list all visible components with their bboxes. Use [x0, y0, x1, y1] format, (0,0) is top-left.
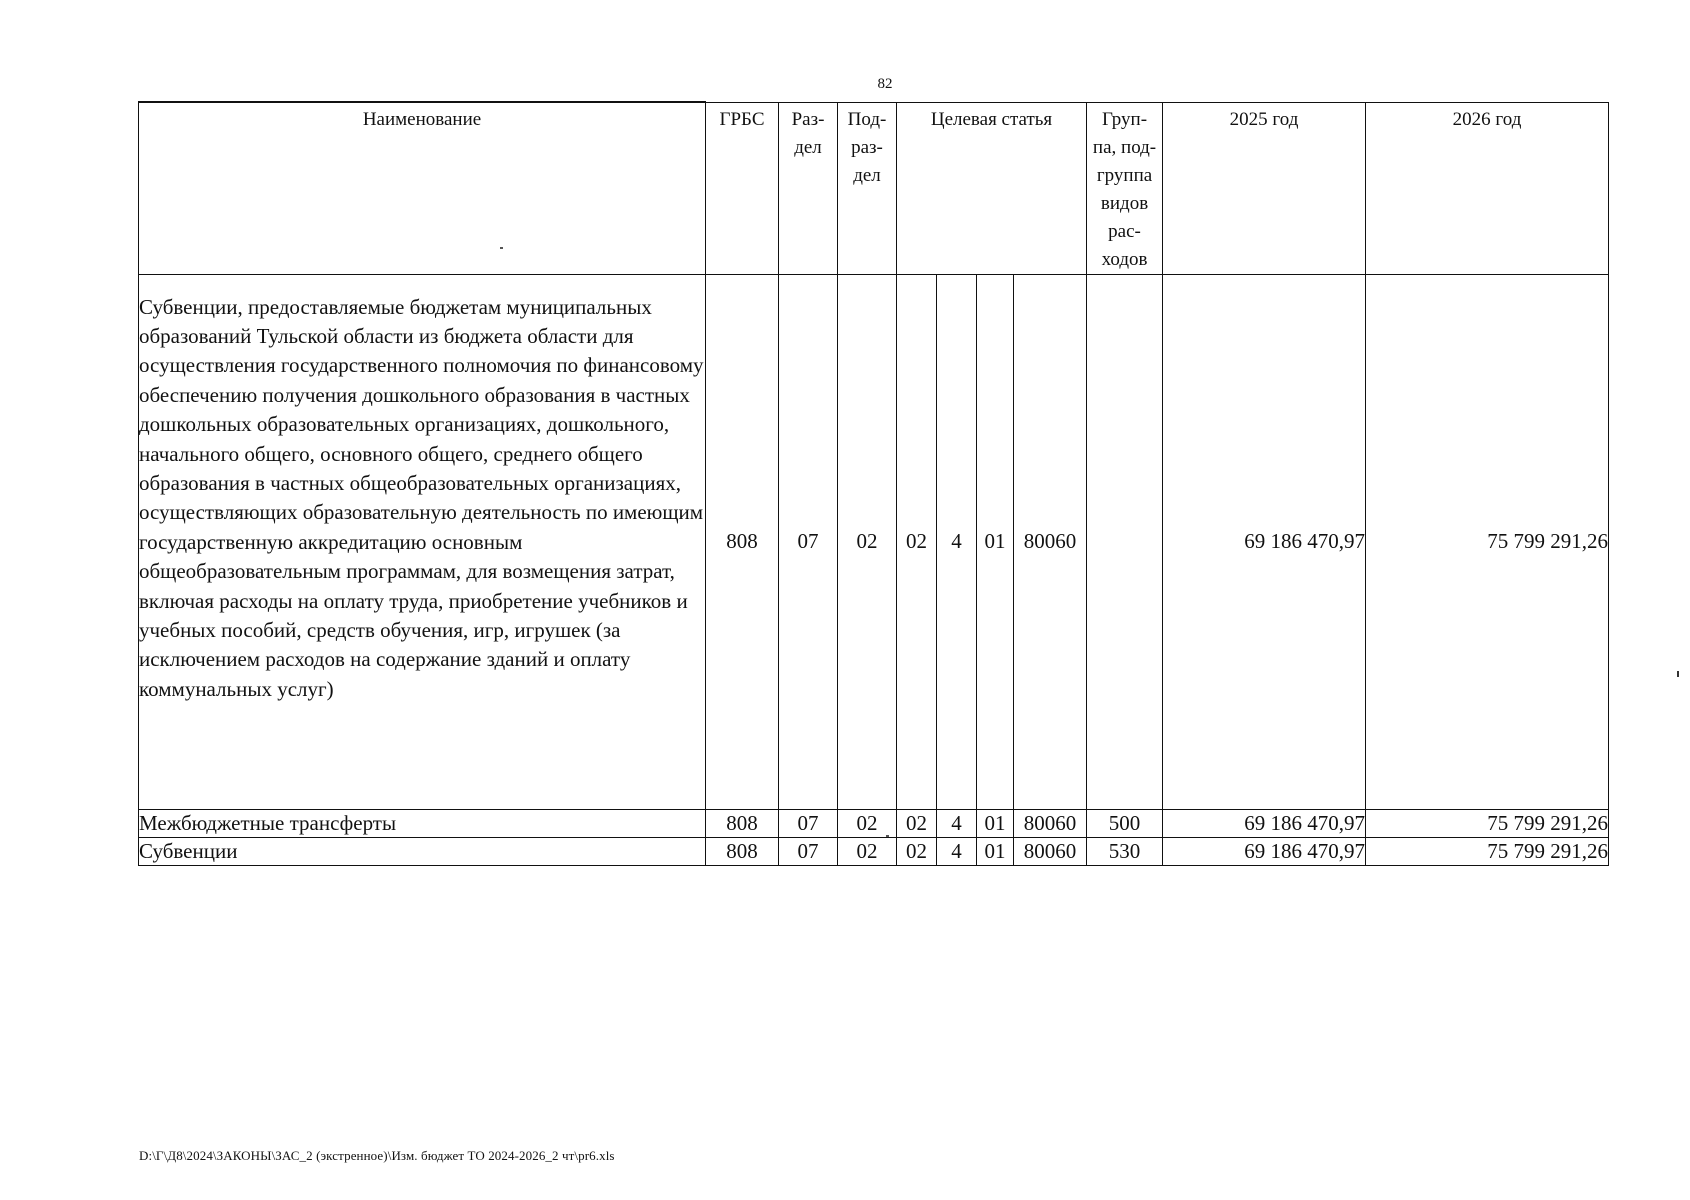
row-target-direction: 80060	[1014, 274, 1087, 809]
row-name: Межбюджетные трансферты	[139, 809, 706, 837]
table-row	[139, 274, 1609, 809]
row-amount-2026: 75 799 291,26	[1366, 837, 1609, 865]
budget-table	[138, 101, 1609, 866]
row-razdel: 07	[779, 274, 838, 809]
header-year-2025: 2025 год	[1163, 102, 1366, 274]
row-amount-2025: 69 186 470,97	[1163, 837, 1366, 865]
row-target-structural: 01	[977, 274, 1014, 809]
row-target-type: 4	[937, 809, 977, 837]
row-expense-group: 500	[1087, 809, 1163, 837]
row-amount-2026: 75 799 291,26	[1366, 809, 1609, 837]
row-target-program: 02	[897, 809, 937, 837]
row-razdel: 07	[779, 837, 838, 865]
scan-speck	[886, 835, 889, 837]
table-row	[139, 809, 1609, 837]
header-name: Наименование	[139, 102, 706, 274]
row-amount-2025: 69 186 470,97	[1163, 809, 1366, 837]
row-target-direction: 80060	[1014, 837, 1087, 865]
row-amount-2026: 75 799 291,26	[1366, 274, 1609, 809]
row-podrazdel: 02	[838, 274, 897, 809]
table-row	[139, 837, 1609, 865]
footer-file-path: D:\Г\Д8\2024\ЗАКОНЫ\ЗАС_2 (экстренное)\Изм. бюджет ТО 2024-2026_2 чт\pr6.xls	[139, 1148, 615, 1163]
row-amount-2025: 69 186 470,97	[1163, 274, 1366, 809]
header-year-2026: 2026 год	[1366, 102, 1609, 274]
row-target-type: 4	[937, 837, 977, 865]
header-razdel: Раз- дел	[779, 102, 838, 274]
row-target-program: 02	[897, 274, 937, 809]
row-target-structural: 01	[977, 809, 1014, 837]
row-target-structural: 01	[977, 837, 1014, 865]
header-grbs: ГРБС	[706, 102, 779, 274]
row-target-program: 02	[897, 837, 937, 865]
row-target-type: 4	[937, 274, 977, 809]
row-podrazdel: 02	[838, 837, 897, 865]
row-grbs: 808	[706, 809, 779, 837]
page-number: 82	[877, 76, 893, 92]
row-grbs: 808	[706, 837, 779, 865]
row-grbs: 808	[706, 274, 779, 809]
row-name: Субвенции	[139, 837, 706, 865]
row-target-direction: 80060	[1014, 809, 1087, 837]
row-razdel: 07	[779, 809, 838, 837]
header-expense-group: Груп- па, под- группа видов рас- ходов	[1087, 102, 1163, 274]
row-expense-group: 530	[1087, 837, 1163, 865]
row-podrazdel: 02	[838, 809, 897, 837]
row-expense-group	[1087, 274, 1163, 809]
scan-speck	[500, 247, 503, 249]
scan-edge-mark	[1677, 671, 1679, 677]
row-name: Субвенции, предоставляемые бюджетам муниципальных образований Тульской области из бюджета области для осуществления государственного полномочия по финансовому обеспечению получения дошкольного образования в частных дошкольных образовательных организациях, дошкольного, начального общего, основного общего, среднего общего образования в частных общеобразовательных организациях, осуществляющих образовательную деятельность по имеющим государственную аккредитацию основным общеобразовательным программам, для возмещения затрат, включая расходы на оплату труда, приобретение учебников и учебных пособий, средств обучения, игр, игрушек (за исключением расходов на содержание зданий и оплату коммунальных услуг)	[139, 274, 706, 809]
header-target-article: Целевая статья	[897, 102, 1087, 274]
header-podrazdel: Под- раз- дел	[838, 102, 897, 274]
table-header-row	[139, 102, 1609, 274]
